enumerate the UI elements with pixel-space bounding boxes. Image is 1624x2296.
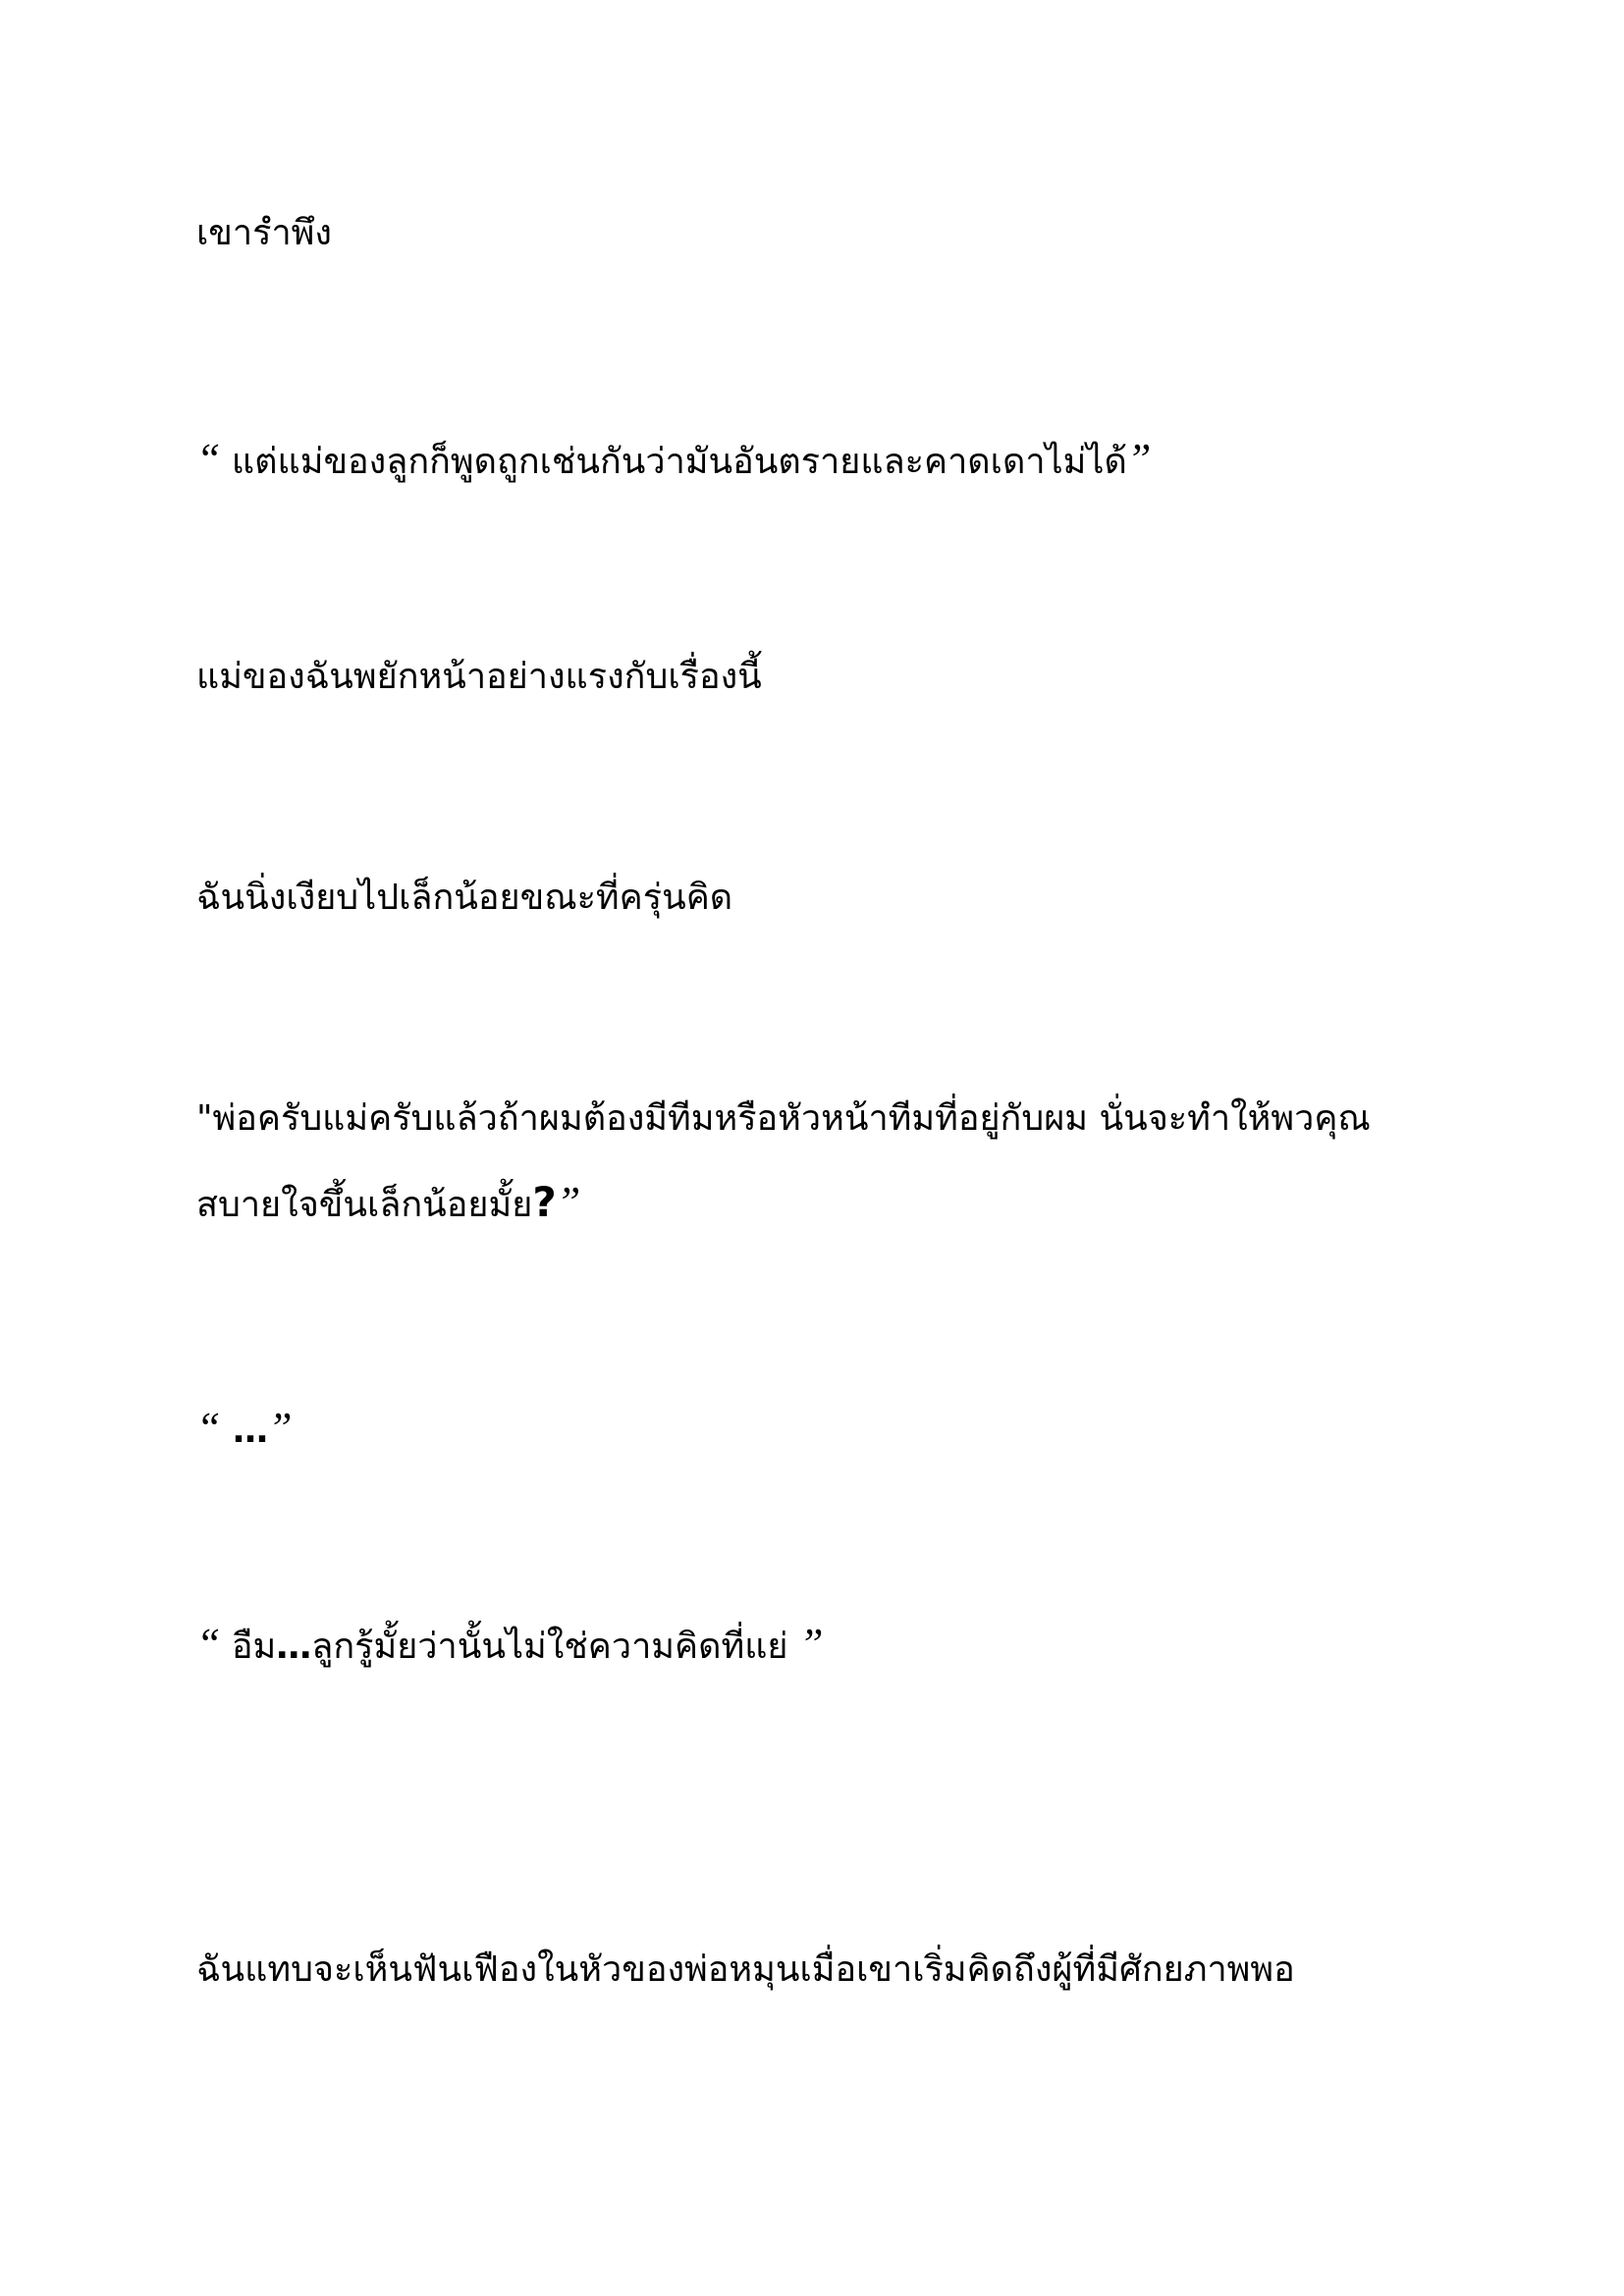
paragraph-dialogue-danger [196, 430, 1151, 492]
paragraph-pondering [196, 869, 732, 928]
paragraph-muse [196, 204, 332, 263]
open-quote: “ [196, 1620, 221, 1668]
open-quote: “ [196, 435, 221, 483]
paragraph-text: ฉันแทบจะเห็นฟันเฟืองในหัวของพ่อหมุนเมื่อเขาเริ่มคิดถึงผู้ที่มีศักยภาพพอ [196, 1949, 1295, 1990]
open-quote: “ [196, 1404, 221, 1452]
close-quote: ” [556, 1178, 581, 1226]
paragraph-silence [196, 1399, 293, 1461]
paragraph-mother-nods [196, 648, 762, 707]
paragraph-team-question-line-1 [196, 1090, 1371, 1148]
question-mark: ? [532, 1178, 557, 1226]
dialogue-text: ลูกรู้มั้ยว่านั้นไม่ใช่ความคิดที่แย่ [311, 1627, 799, 1667]
close-quote: ” [798, 1620, 824, 1668]
paragraph-team-question-line-2 [196, 1173, 580, 1235]
dialogue-text: แต่แม่ของลูกก็พูดถูกเช่นกันว่ามันอันตรายและคาดเดาไม่ได้ [220, 442, 1127, 482]
ellipsis: … [220, 1411, 269, 1451]
ellipsis: … [276, 1627, 312, 1667]
dialogue-text: "พ่อครับแม่ครับแล้วถ้าผมต้องมีทีมหรือหัวหน้าทีมที่อยู่กับผม นั่นจะทำให้พวคุณ [196, 1098, 1371, 1139]
paragraph-gears-turning [196, 1941, 1295, 2000]
close-quote: ” [1126, 435, 1152, 483]
paragraph-text: แม่ของฉันพยักหน้าอย่างแรงกับเรื่องนี้ [196, 657, 762, 697]
paragraph-text: เขารำพึง [196, 213, 332, 253]
dialogue-text: สบายใจขึ้นเล็กน้อยมั้ย [196, 1185, 533, 1225]
paragraph-not-bad-idea [196, 1615, 823, 1677]
close-quote: ” [268, 1404, 293, 1452]
dialogue-text: อืม [220, 1627, 277, 1667]
paragraph-text: ฉันนิ่งเงียบไปเล็กน้อยขณะที่ครุ่นคิด [196, 878, 733, 918]
